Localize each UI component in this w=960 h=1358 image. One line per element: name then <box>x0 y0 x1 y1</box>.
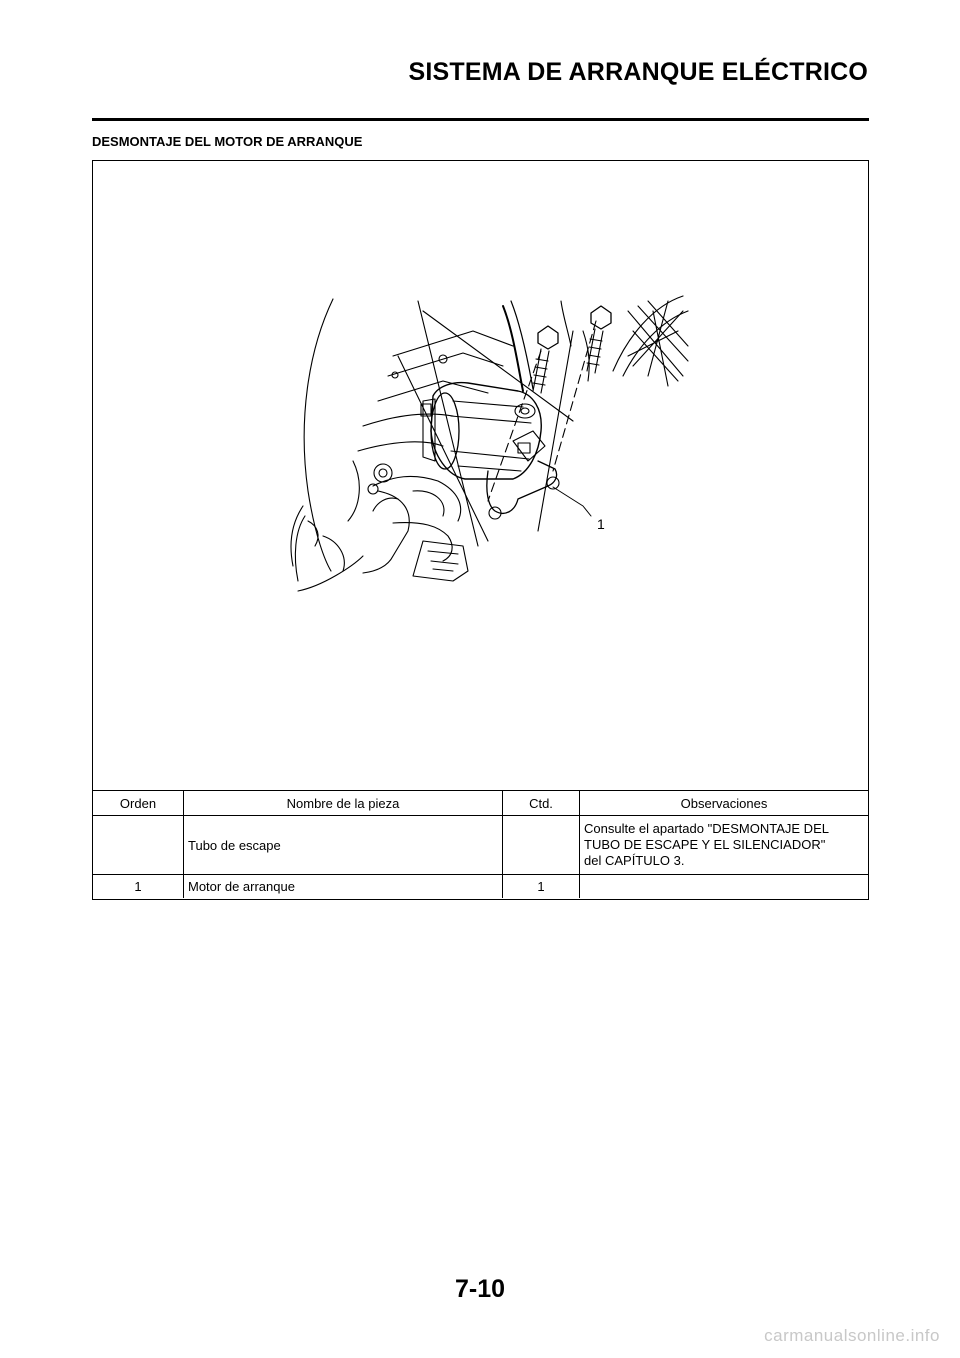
cell-nombre: Motor de arranque <box>184 875 503 899</box>
procedure-frame <box>92 160 869 900</box>
obs-line: TUBO DE ESCAPE Y EL SILENCIADOR" <box>584 837 826 852</box>
header-orden: Orden <box>93 791 184 816</box>
section-heading: DESMONTAJE DEL MOTOR DE ARRANQUE <box>92 134 363 149</box>
header-nombre: Nombre de la pieza <box>184 791 503 816</box>
cell-observaciones <box>580 875 869 899</box>
bolt-right <box>587 306 611 373</box>
cell-orden: 1 <box>93 875 184 899</box>
header-ctd: Ctd. <box>503 791 580 816</box>
parts-table <box>93 790 868 898</box>
cell-ctd <box>503 816 580 875</box>
fender-outline <box>304 299 333 571</box>
cell-orden <box>93 816 184 875</box>
cell-nombre: Tubo de escape <box>184 816 503 875</box>
title-rule <box>92 118 869 121</box>
page-number: 7-10 <box>454 1275 506 1303</box>
callout-1: 1 <box>597 516 605 532</box>
header-observaciones: Observaciones <box>580 791 869 816</box>
fender-edge <box>295 516 305 581</box>
cell-observaciones <box>580 816 869 875</box>
table-row <box>93 875 868 899</box>
obs-line: del CAPÍTULO 3. <box>584 853 685 868</box>
watermark: carmanualsonline.info <box>764 1326 940 1345</box>
bolt-left <box>533 326 558 393</box>
table-row <box>93 816 868 875</box>
table-header-row <box>93 791 868 816</box>
exploded-view-drawing <box>93 161 868 790</box>
starter-motor-illustration <box>93 161 868 790</box>
page-title: SISTEMA DE ARRANQUE ELÉCTRICO <box>408 58 868 86</box>
cell-ctd: 1 <box>503 875 580 899</box>
obs-line: Consulte el apartado "DESMONTAJE DEL <box>584 821 829 836</box>
